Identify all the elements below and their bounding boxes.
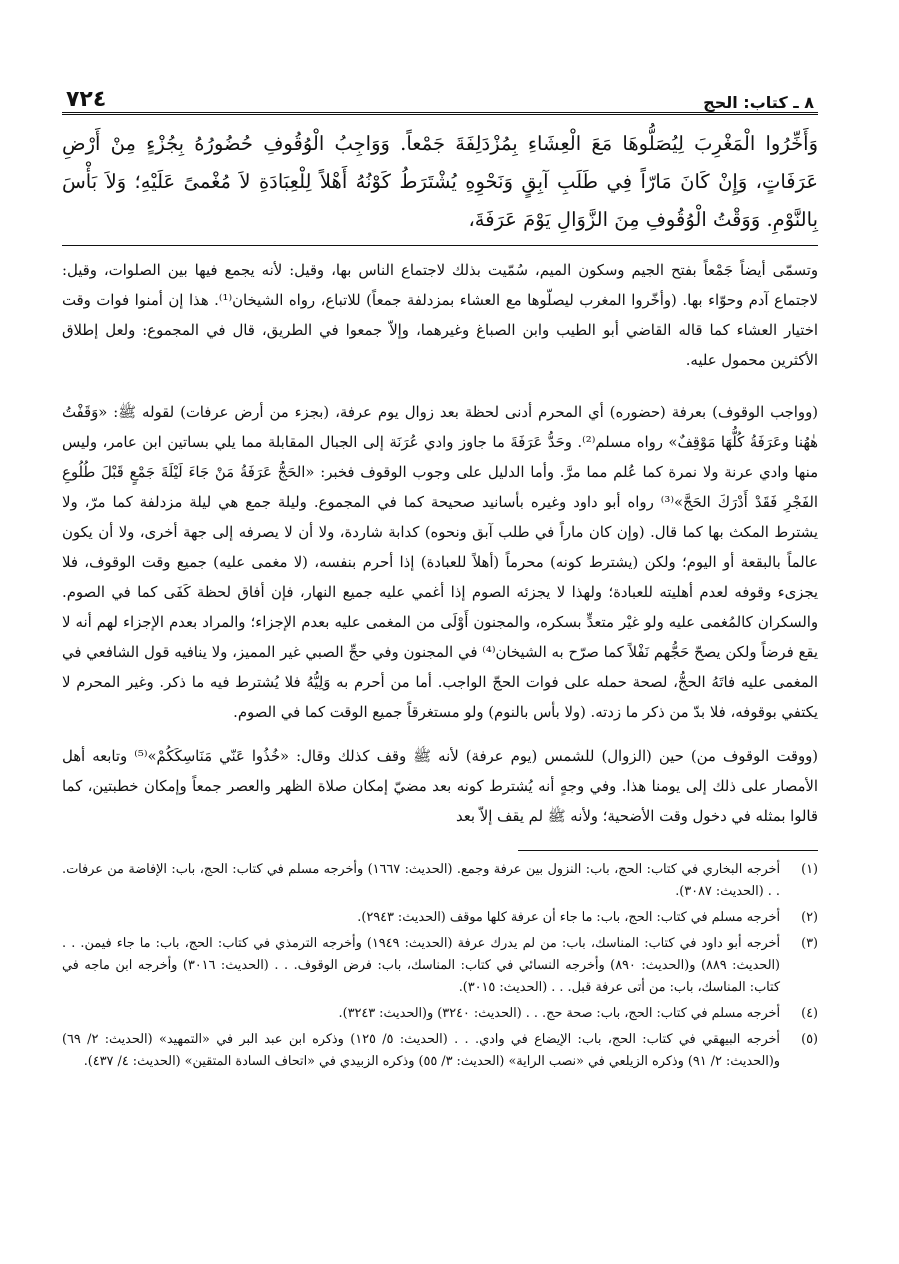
footnotes <box>62 859 818 1073</box>
footnote-number: (١) <box>801 862 818 877</box>
footnote-number: (٣) <box>801 936 818 951</box>
footnote-text: أخرجه البخاري في كتاب: الحج، باب: النزول بين عرفة وجمع. (الحديث: ١٦٦٧) وأخرجه مسلم في كتاب: الحج، باب: الإفاضة من عرفات. . . (الحديث: ٣٠٨٧). <box>62 862 781 899</box>
footnote-separator <box>518 850 818 851</box>
footnote <box>62 1003 818 1025</box>
footnote-text: أخرجه البيهقي في كتاب: الحج، باب: الإيضاع في وادي. . . (الحديث: ٥/ ١٢٥) وذكره ابن عبد البر في «التمهيد» (الحديث: ٢/ ٦٩) و(الحديث: ٢/ ٩١) وذكره الزيلعي في «نصب الراية» (الحديث: ٣/ ٥٥) وذكره الزبيدي في «اتحاف السادة المتقين» (الحديث: ٤/ ٤٣٧). <box>62 1032 780 1069</box>
footnote-text: أخرجه مسلم في كتاب: الحج، باب: صحة حج. . . (الحديث: ٣٢٤٠) و(الحديث: ٣٢٤٣). <box>338 1006 780 1021</box>
footnote-text: أخرجه مسلم في كتاب: الحج، باب: ما جاء أن عرفة كلها موقف (الحديث: ٢٩٤٣). <box>357 910 780 925</box>
commentary-paragraph: (وواجب الوقوف) بعرفة (حضوره) أي المحرم أدنى لحظة بعد زوال يوم عرفة، (بجزء من أرض عرفات) لقوله ﷺ: «وَقَفْتُ هٰهُنا وعَرَفَةُ كُلُّهَا مَوْقِفٌ» رواه مسلم⁽²⁾. وحَدُّ عَرَفَةَ ما جاوز وادي عُرَنَة إلى الجبال المقابلة مما يلي بساتين ابن عامر، وليس منها وادي عرنة ولا نمرة كما عُلم مما مرَّ. وأما الدليل على وجوب الوقوف فخبر: «الحَجُّ عَرَفَةُ مَنْ جَاءَ لَيْلَةَ جَمْعٍ قَبْلَ طُلُوعِ الفَجْرِ فَقَدْ أَدْرَكَ الحَجَّ»⁽³⁾ رواه أبو داود وغيره بأسانيد صحيحة كما في المجموع. وليلة جمع هي ليلة مزدلفة كما مرّ، ولا يشترط المكث بها كما قال. (وإن كان ماراً في طلب آبق ونحوه) كدابة شاردة، ولا أن لا يصرفه إلى جهة أخرى، ولا أن يكون عالماً بالبقعة أو اليوم؛ ولكن (يشترط كونه) محرماً (أهلاً للعبادة) إذا أحرم بنفسه، (لا مغمى عليه) جميع وقت الوقوف، فلا يجزىء وقوفه لعدم أهليته للعبادة؛ ولهذا لا يجزئه الصوم إذا أغمي عليه جميع النهار، فإن أفاق لحظة كَفَى كما في الصوم. والسكران كالمُغمى عليه ولو غيْر متعدٍّ بسكره، والمجنون أَوْلَى من المغمى عليه بعدم الإجزاء؛ والمراد بعدم الإجزاء لهم أنه لا يقع فرضاً ولكن يصحّ حَجُّهم نَفْلاً كما صرّح به الشيخان⁽⁴⁾ في المجنون وفي حجِّ الصبي غير المميز، ولا ينافيه قول الشافعي في المغمى عليه فاتَهُ الحجُّ، لصحة حمله على فوات الحجّ الواجب. أما من أحرم به وَلِيُّهُ فلا يُشترط فيه ما ذكر. وغير المحرم لا يكتفي بوقوفه، فلا بدّ من ذكر ما زدته. (ولا بأس بالنوم) ولو مستغرقاً جميع الوقت كما في الصوم. <box>62 404 818 721</box>
commentary-paragraph: وتسمّى أيضاً جَمْعاً بفتح الجيم وسكون الميم، سُمّيت بذلك لاجتماع الناس بها، وقيل: لأنه يجمع فيها بين الصلوات، وقيل: لاجتماع آدم وحوّاء بها. (وأخّروا المغرب ليصلّوها مع العشاء بمزدلفة جمعاً) للاتباع، رواه الشيخان⁽¹⁾. هذا إن أمنوا فوات وقت اختيار العشاء كما قاله القاضي أبو الطيب وابن الصباغ وغيرهما، وإلاّ جمعوا في الطريق، قال في المجموع: ولعل إطلاق الأكثرين محمول عليه. <box>62 262 818 369</box>
commentary <box>62 256 818 832</box>
commentary-paragraph: (ووقت الوقوف من) حين (الزوال) للشمس (يوم عرفة) لأنه ﷺ وقف كذلك وقال: «خُذُوا عَنّي مَنَاسِكَكُمْ»⁽⁵⁾ وتابعه أهل الأمصار على ذلك إلى يومنا هذا. وفي وجهٍ أنه يُشترط كونه بعد مضيّ إمكان صلاة الظهر والعصر جمعاً وإمكان خطبتين، كما قالوا بمثله في دخول وقت الأضحية؛ ولأنه ﷺ لم يقف إلاّ بعد <box>62 748 819 825</box>
book-page <box>62 80 818 1077</box>
page-number: ٧٢٤ <box>66 87 107 112</box>
matn-text: وَأَخِّرُوا الْمَغْرِبَ لِيُصَلُّوهَا مَعَ الْعِشَاءِ بِمُزْدَلِفَةَ جَمْعاً. وَوَاجِبُ الْوُقُوفِ حُضُورُهُ بِجُزْءٍ مِنْ أَرْضِ عَرَفَاتٍ، وَإِنْ كَانَ مَارّاً فِي طَلَبِ آبِقٍ وَنَحْوِهِ يُشْتَرَطُ كَوْنُهُ أَهْلاً لِلْعِبَادَةِ لاَ مُغْمىً عَلَيْهِ؛ وَلاَ بَأْسَ بِالنَّوْمِ. وَوَقْتُ الْوُقُوفِ مِنَ الزَّوَالِ يَوْمَ عَرَفَةَ، <box>62 132 818 231</box>
page-header <box>62 80 818 115</box>
footnote-text: أخرجه أبو داود في كتاب: المناسك، باب: من لم يدرك عرفة (الحديث: ١٩٤٩) وأخرجه الترمذي في كتاب: الحج، باب: ما جاء فيمن. . . (الحديث: ٨٨٩) و(الحديث: ٨٩٠) وأخرجه النسائي في كتاب: المناسك، باب: فرض الوقوف. . . (الحديث: ٣٠١٦) وأخرجه ابن ماجه في كتاب: المناسك، باب: من أتى عرفة قبل. . . (الحديث: ٣٠١٥). <box>62 936 781 995</box>
footnote <box>62 933 818 999</box>
footnote-number: (٥) <box>801 1032 818 1047</box>
footnote-number: (٢) <box>801 910 818 925</box>
footnote <box>62 907 818 929</box>
running-title: ٨ ـ كتاب: الحج <box>703 93 814 112</box>
matn-divider <box>62 245 818 246</box>
footnote-number: (٤) <box>801 1006 818 1021</box>
footnote <box>62 859 818 903</box>
footnote <box>62 1029 818 1073</box>
